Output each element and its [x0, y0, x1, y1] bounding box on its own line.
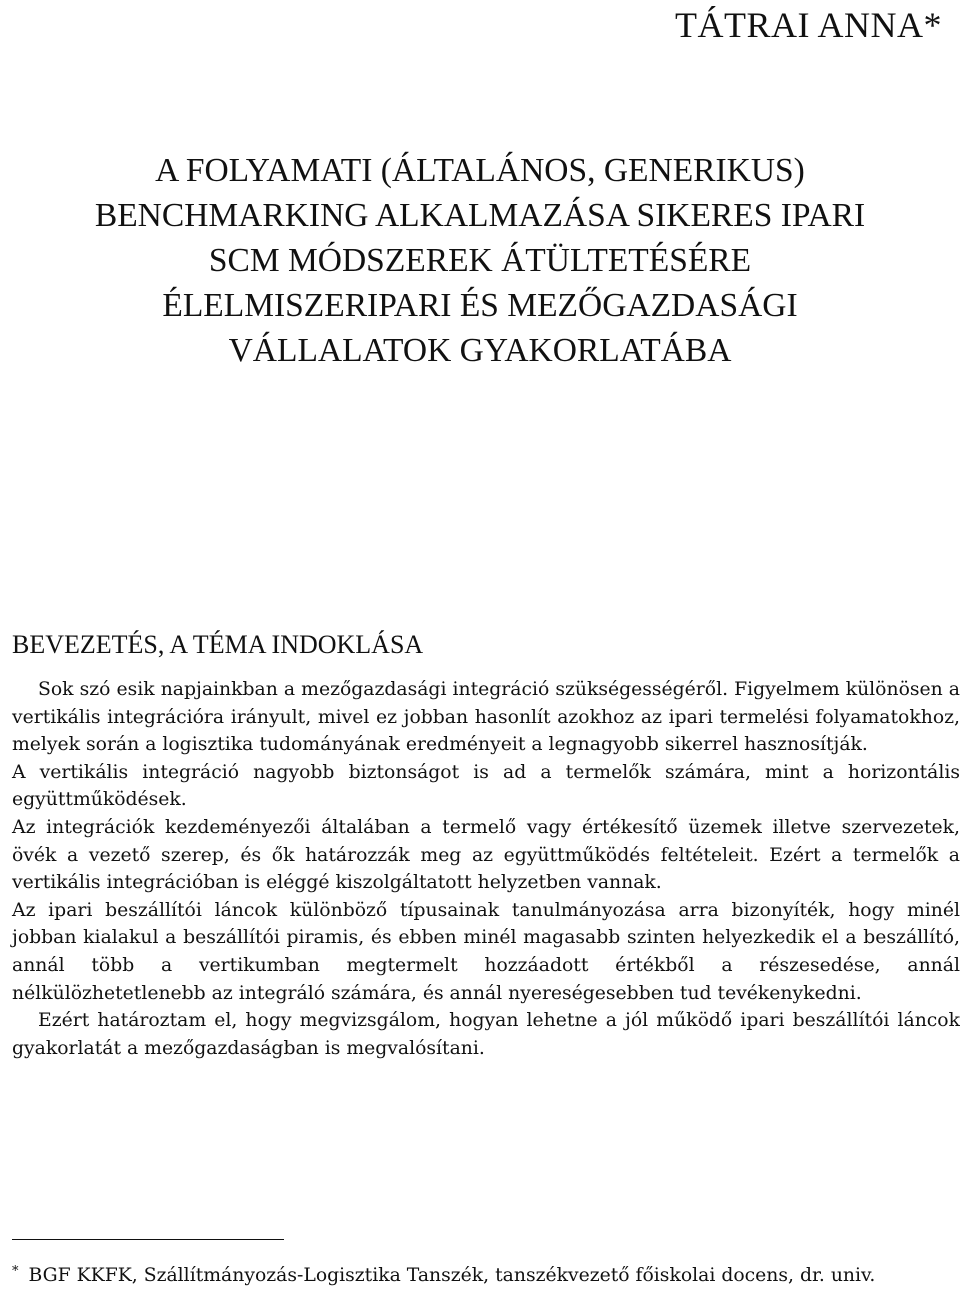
footnote-marker: *: [12, 1264, 19, 1279]
body-text: [12, 676, 960, 1062]
title-line: VÁLLALATOK GYAKORLATÁBA: [228, 332, 732, 369]
title-line: ÉLELMISZERIPARI ÉS MEZŐGAZDASÁGI: [162, 287, 798, 324]
title-line: SCM MÓDSZEREK ÁTÜLTETÉSÉRE: [208, 242, 752, 279]
paragraph: A vertikális integráció nagyobb biztonságot is ad a termelők számára, mint a horizontális együttműködések.: [12, 761, 960, 811]
author-name: TÁTRAI ANNA*: [675, 5, 942, 45]
title-line: BENCHMARKING ALKALMAZÁSA SIKERES IPARI: [94, 197, 866, 234]
section-heading: BEVEZETÉS, A TÉMA INDOKLÁSA: [12, 630, 424, 659]
footnote-text: BGF KKFK, Szállítmányozás-Logisztika Tanszék, tanszékvezető főiskolai docens, dr. univ.: [28, 1265, 876, 1286]
paragraph: Az ipari beszállítói láncok különböző típusainak tanulmányozása arra bizonyíték, hogy minél jobban kialakul a beszállítói piramis, és ebben minél magasabb szinten helyezkedik el a beszállító, annál több a vertikumban megtermelt hozzáadott értékből a részesedése, annál nélkülözhetetlenebb az integráló számára, és annál nyereségesebben tud tevékenykedni.: [12, 899, 960, 1004]
footnote-separator: [12, 1239, 284, 1240]
paragraph: Az integrációk kezdeményezői általában a termelő vagy értékesítő üzemek illetve szervezetek, övék a vezető szerep, és ők határozzák meg az együttműködés feltételeit. Ezért a termelők a vertikális integrációban is eléggé kiszolgáltatott helyzetben vannak.: [12, 816, 960, 894]
footnote: [12, 1258, 958, 1290]
paragraph: Sok szó esik napjainkban a mezőgazdasági integráció szükségességéről. Figyelmem különösen a vertikális integrációra irányult, mivel ez jobban hasonlít azokhoz az ipari termelési folyamatokhoz, melyek során a logisztika tudományának eredményeit a legnagyobb sikerrel hasznosítják.: [12, 679, 960, 756]
title-line: A FOLYAMATI (ÁLTALÁNOS, GENERIKUS): [155, 152, 805, 189]
paper-title: [0, 148, 960, 373]
paragraph: Ezért határoztam el, hogy megvizsgálom, hogyan lehetne a jól működő ipari beszállítói láncok gyakorlatát a mezőgazdaságban is megvalósítani.: [12, 1010, 960, 1059]
